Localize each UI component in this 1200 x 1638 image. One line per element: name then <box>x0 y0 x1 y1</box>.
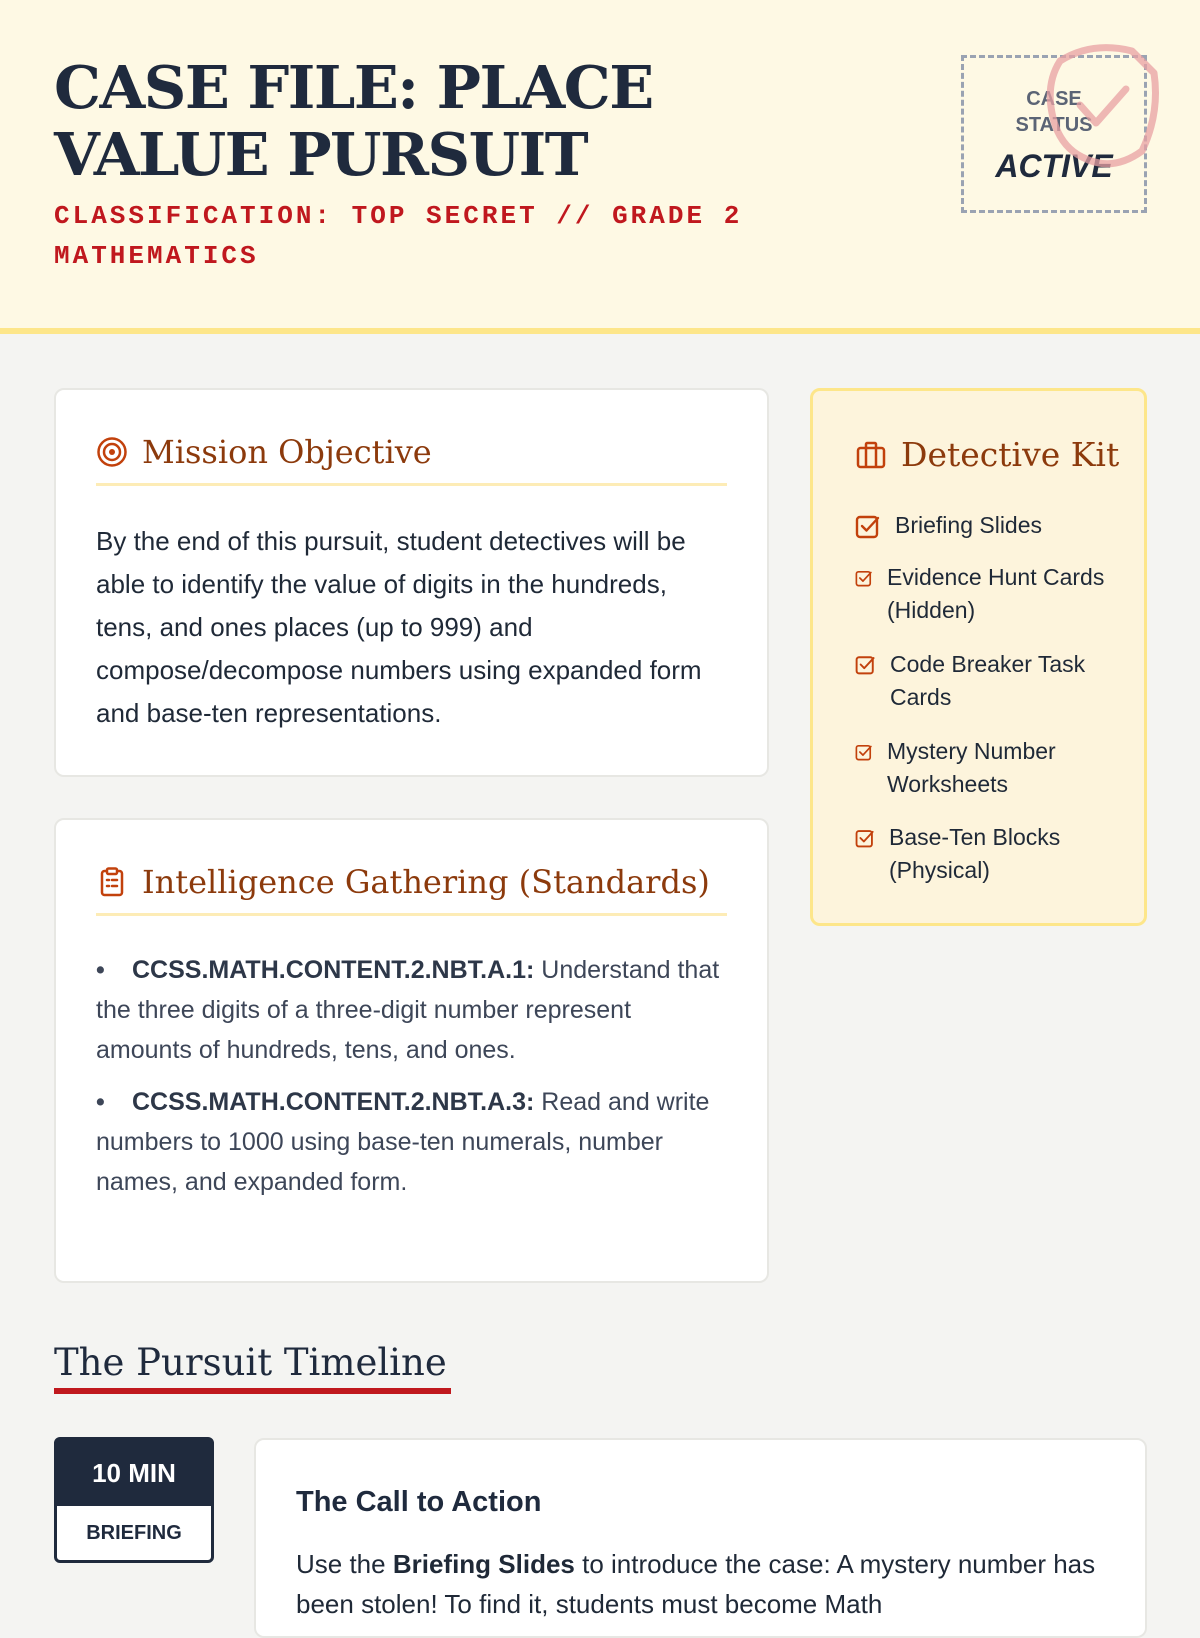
case-header <box>0 0 1200 334</box>
kit-item <box>855 648 1125 714</box>
kit-item <box>855 509 1125 542</box>
kit-item-label: Evidence Hunt Cards (Hidden) <box>887 564 1105 623</box>
detective-kit-header <box>855 435 1135 474</box>
standard-code: CCSS.MATH.CONTENT.2.NBT.A.3: <box>132 1088 535 1116</box>
step-text-pre: Use the <box>296 1549 393 1579</box>
standard-code: CCSS.MATH.CONTENT.2.NBT.A.1: <box>132 956 535 984</box>
bullet: • <box>96 956 105 984</box>
step-text-post: to introduce the case: A mystery number has been stolen! To find it, students must become Math <box>296 1549 1096 1619</box>
mission-objective-card <box>54 388 769 777</box>
phase-label: BRIEFING <box>86 1522 182 1544</box>
standard-text: Understand that the three digits of a three-digit number represent amounts of hundreds, tens, and ones. <box>96 956 720 1064</box>
standard-item <box>96 1082 727 1202</box>
step-title: The Call to Action <box>296 1486 542 1518</box>
mission-objective-text: By the end of this pursuit, student detectives will be able to identify the value of digits in the hundreds, tens, and ones places (up to 999) and compose/decompose numbers using expanded form and base-ten representations. <box>96 526 702 728</box>
duration-badge <box>54 1437 214 1563</box>
clipboard-icon <box>96 866 128 898</box>
standards-list <box>96 950 727 1214</box>
target-icon <box>96 436 128 468</box>
timeline-heading: The Pursuit Timeline <box>54 1338 451 1394</box>
checkbox-icon <box>855 654 876 675</box>
standards-card <box>54 818 769 1283</box>
classification-label: CLASSIFICATION: TOP SECRET // GRADE 2 MATHEMATICS <box>54 201 743 271</box>
checkbox-icon <box>855 513 881 539</box>
approved-stamp-icon <box>1022 33 1172 183</box>
standards-title: Intelligence Gathering (Standards) <box>142 863 710 901</box>
standards-header <box>96 864 727 916</box>
kit-item-label: Mystery Number Worksheets <box>887 738 1056 797</box>
kit-item-label: Code Breaker Task Cards <box>890 651 1086 710</box>
mission-objective-header <box>96 434 727 486</box>
case-status-label: CASE STATUS <box>1015 88 1093 136</box>
detective-kit-title: Detective Kit <box>901 435 1120 474</box>
kit-item-label: Base-Ten Blocks (Physical) <box>889 824 1061 883</box>
briefing-slides-link: Briefing Slides <box>392 1549 575 1579</box>
duration-value: 10 MIN <box>57 1440 211 1506</box>
kit-item <box>855 735 1125 801</box>
checkbox-icon <box>855 828 875 848</box>
detective-kit-card <box>810 388 1147 926</box>
kit-item <box>855 561 1125 627</box>
mission-objective-title: Mission Objective <box>142 433 432 471</box>
step-description <box>296 1544 1105 1624</box>
kit-item <box>855 821 1125 887</box>
standard-text: Read and write numbers to 1000 using base-ten numerals, number names, and expanded form. <box>96 1088 710 1196</box>
checkbox-icon <box>855 569 873 587</box>
timeline-step-card <box>254 1438 1147 1638</box>
kit-item-label: Briefing Slides <box>895 512 1043 538</box>
case-status-value: ACTIVE <box>995 148 1113 184</box>
briefcase-icon <box>855 439 887 471</box>
checkbox-icon <box>855 743 873 761</box>
standard-item <box>96 950 727 1070</box>
page-title: CASE FILE: PLACE VALUE PURSUIT <box>54 53 653 189</box>
bullet: • <box>96 1088 105 1116</box>
